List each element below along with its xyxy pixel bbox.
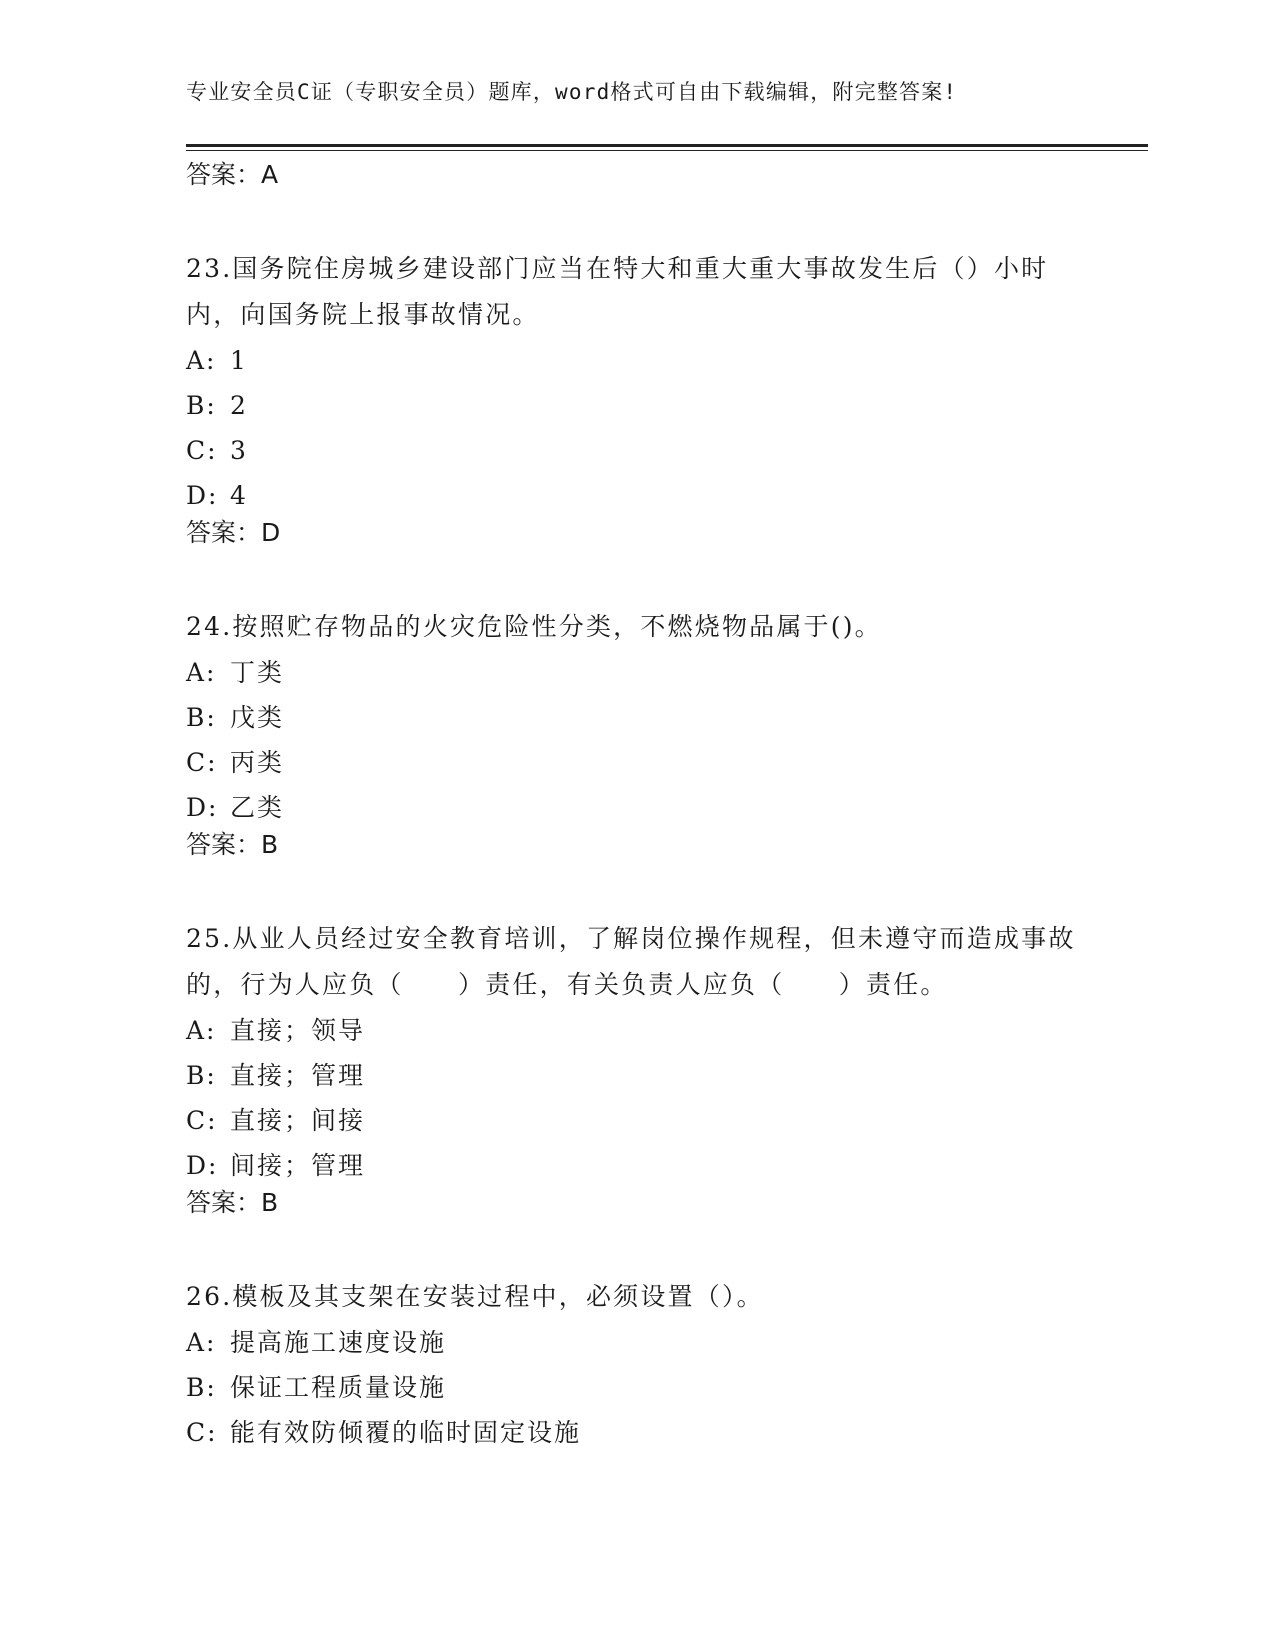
option-text: 戊类 bbox=[230, 703, 285, 732]
question-block bbox=[186, 1274, 1086, 1455]
option-text: 直接；管理 bbox=[230, 1061, 366, 1090]
option-text: 直接；间接 bbox=[230, 1106, 366, 1135]
question-list bbox=[186, 160, 1086, 1455]
option-a bbox=[186, 338, 1086, 383]
option-text: 2 bbox=[230, 391, 248, 420]
option-key: A: bbox=[186, 1328, 217, 1357]
option-key: C: bbox=[186, 748, 218, 777]
previous-answer: 答案：A bbox=[186, 160, 279, 189]
question-block bbox=[186, 916, 1086, 1218]
page-header-title: 专业安全员C证（专职安全员）题库，word格式可自由下载编辑，附完整答案! bbox=[186, 80, 958, 104]
option-key: D: bbox=[186, 793, 219, 822]
option-key: C: bbox=[186, 1106, 218, 1135]
option-key: A: bbox=[186, 1016, 217, 1045]
question-block bbox=[186, 246, 1086, 548]
option-key: D: bbox=[186, 481, 219, 510]
option-key: D: bbox=[186, 1151, 219, 1180]
option-key: B: bbox=[186, 1373, 217, 1402]
option-b bbox=[186, 1053, 1086, 1098]
option-d bbox=[186, 1143, 1086, 1188]
option-b bbox=[186, 1365, 1086, 1410]
option-text: 丁类 bbox=[230, 658, 285, 687]
header-divider-thin bbox=[186, 150, 1148, 151]
option-text: 直接；领导 bbox=[230, 1016, 366, 1045]
option-a bbox=[186, 1008, 1086, 1053]
option-a bbox=[186, 650, 1086, 695]
option-c bbox=[186, 1098, 1086, 1143]
header-divider-thick bbox=[186, 144, 1148, 147]
option-key: A: bbox=[186, 346, 217, 375]
option-key: C: bbox=[186, 436, 218, 465]
answer-line: 答案：B bbox=[186, 1188, 279, 1217]
option-key: B: bbox=[186, 1061, 217, 1090]
option-text: 能有效防倾覆的临时固定设施 bbox=[230, 1418, 582, 1447]
option-c bbox=[186, 740, 1086, 785]
answer-line: 答案：D bbox=[186, 518, 281, 547]
option-b bbox=[186, 383, 1086, 428]
option-c bbox=[186, 1410, 1086, 1455]
option-key: A: bbox=[186, 658, 217, 687]
option-text: 间接；管理 bbox=[230, 1151, 366, 1180]
option-key: C: bbox=[186, 1418, 218, 1447]
question-text: 24.按照贮存物品的火灾危险性分类，不燃烧物品属于()。 bbox=[186, 612, 882, 641]
option-b bbox=[186, 695, 1086, 740]
option-key: B: bbox=[186, 703, 217, 732]
option-a bbox=[186, 1320, 1086, 1365]
option-text: 保证工程质量设施 bbox=[230, 1373, 447, 1402]
option-text: 提高施工速度设施 bbox=[230, 1328, 447, 1357]
option-c bbox=[186, 428, 1086, 473]
question-text: 25.从业人员经过安全教育培训，了解岗位操作规程，但未遵守而造成事故的，行为人应负（ ）责任，有关负责人应负（ ）责任。 bbox=[186, 924, 1076, 999]
option-text: 1 bbox=[230, 346, 248, 375]
option-d bbox=[186, 473, 1086, 518]
option-text: 3 bbox=[230, 436, 248, 465]
question-text: 26.模板及其支架在安装过程中，必须设置（）。 bbox=[186, 1282, 764, 1311]
option-text: 丙类 bbox=[230, 748, 285, 777]
answer-line: 答案：B bbox=[186, 830, 279, 859]
option-key: B: bbox=[186, 391, 217, 420]
question-text: 23.国务院住房城乡建设部门应当在特大和重大重大事故发生后（）小时内，向国务院上报事故情况。 bbox=[186, 254, 1049, 329]
option-d bbox=[186, 785, 1086, 830]
option-text: 4 bbox=[230, 481, 248, 510]
option-text: 乙类 bbox=[230, 793, 285, 822]
question-block bbox=[186, 604, 1086, 860]
